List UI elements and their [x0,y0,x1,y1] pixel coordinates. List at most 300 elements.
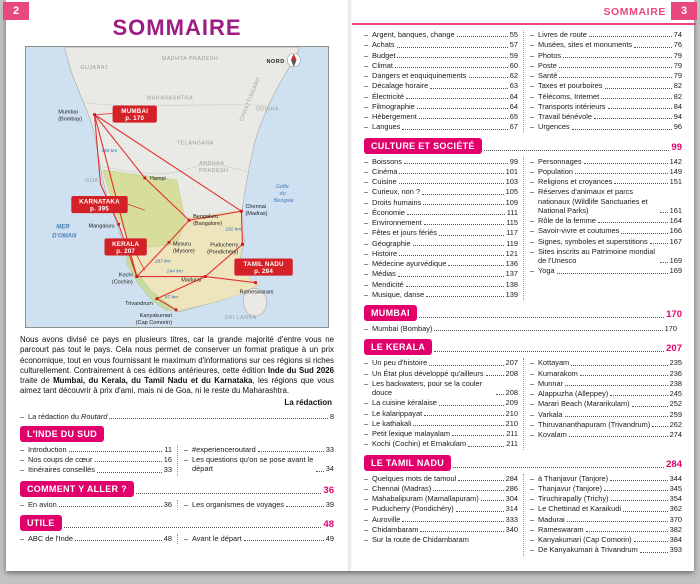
section-header [20,426,334,442]
toc-entry-label: – Langues [372,122,401,132]
city-label-cap-comorin: (Cap Comorin) [135,319,172,326]
toc-entry-label: – Munnar [538,378,564,388]
toc-entry[interactable] [20,455,172,464]
toc-entry-label: – Cinéma [372,166,398,176]
city-label-bangalore: (Bangalore) [193,221,222,228]
toc-entry-label: – Climat [372,60,393,70]
dot-leader [652,426,667,427]
distance-label: 87 km [164,295,179,301]
toc-entry[interactable] [364,157,518,166]
dot-leader [95,461,162,462]
dot-leader [433,490,504,491]
toc-entry[interactable] [364,398,518,407]
map-region-box-kerala[interactable] [105,238,147,255]
toc-entry-page: 49 [325,533,334,543]
toc-entry-page: 79 [673,50,682,60]
toc-entry-label: – Thanjavur (Tanjore) [538,483,603,493]
toc-entry-page: 314 [505,504,518,514]
toc-entry[interactable] [530,122,682,131]
city-label-bengaluru: Bengaluru [193,214,219,221]
toc-entry[interactable] [20,445,172,454]
toc-entry[interactable] [364,112,518,121]
toc-entry[interactable] [530,71,682,80]
toc-entry[interactable] [530,167,682,176]
toc-entry[interactable] [530,494,682,503]
toc-entry[interactable] [530,216,682,225]
dot-leader [258,451,324,452]
toc-entry-page: 384 [669,535,682,544]
toc-entry-page: 382 [669,524,682,534]
toc-column [20,534,177,544]
toc-entry[interactable] [530,420,682,429]
toc-entry-page: 209 [505,398,518,408]
dot-leader [406,98,508,99]
intro-bold-edition: Inde du Sud 2026 [267,365,334,375]
page-2 [6,0,348,571]
toc-entry[interactable] [530,525,682,534]
toc-entry-label: – Histoire [372,248,398,258]
section-page: 207 [666,343,682,355]
toc-entry[interactable] [364,167,518,176]
spread [6,0,694,571]
toc-entry[interactable] [530,358,682,367]
toc-entry-label: – En avion [28,499,57,509]
toc-entry-label: – Yoga [538,266,555,276]
section-title[interactable]: COMMENT Y ALLER ? [20,481,134,497]
toc-entry-label: – Électricité [372,91,405,101]
section-title[interactable]: LE TAMIL NADU [364,455,451,471]
toc-column [523,474,682,556]
toc-entry-page: 238 [669,378,682,388]
distance-label: 355 km [101,148,118,154]
dot-leader [567,521,668,522]
dot-leader [395,67,508,68]
toc-entry-label: – Religions et croyances [538,177,613,186]
toc-entry[interactable] [364,71,518,80]
toc-entry[interactable] [364,409,518,418]
toc-entry[interactable] [364,515,518,524]
state-label-pradesh: PRADESH [199,167,229,174]
toc-entry[interactable] [20,534,172,543]
toc-entry[interactable] [364,239,518,248]
toc-entry-page: 8 [329,411,334,421]
toc-entry[interactable] [364,290,518,299]
toc-entry[interactable] [530,92,682,101]
toc-entry[interactable] [364,504,518,513]
state-label-maharashtra: MAHARASHTRA [146,95,194,102]
toc-entry-label: – Travail bénévole [538,112,592,121]
toc-entry-label: – Taxes et pourboires [538,81,603,91]
toc-entry[interactable] [364,429,518,438]
toc-entry-label: – Budget [372,50,396,60]
toc-entry[interactable] [364,484,518,493]
toc-entry[interactable] [364,249,518,258]
toc-entry[interactable] [364,228,518,237]
dot-leader [109,418,328,419]
section-header [364,138,682,154]
toc-entry-page: 167 [669,236,682,246]
toc-entry-label: – Médecine ayurvédique [372,259,447,268]
section-utile [20,515,334,544]
map-box-title: KERALA [112,240,140,248]
toc-column [364,324,682,334]
toc-entry-page: 252 [669,399,682,409]
toc-entry-label: – Chennai (Madras) [372,483,432,493]
toc-entry-page: 55 [509,30,518,39]
section-page: 170 [666,309,682,320]
state-label-telangana: TELANGANA [177,140,214,147]
toc-entry[interactable] [364,369,518,378]
toc-entry-page: 211 [506,439,518,449]
dot-leader [621,233,667,234]
toc-entry[interactable] [184,500,334,509]
toc-entry-page: 79 [673,71,682,80]
dot-leader [569,436,668,437]
toc-entry-label: – Puducherry (Pondichéry) [372,504,454,514]
dot-leader [660,262,668,263]
dot-leader [434,351,664,352]
utile-continued-lists [364,30,682,133]
toc-entry[interactable] [184,534,334,543]
toc-entry[interactable] [20,500,172,509]
toc-entry-page: 115 [506,218,518,227]
toc-entry-page: 393 [669,545,682,555]
dot-leader [457,36,508,37]
toc-entry-label: – Économie [372,207,405,217]
toc-entry[interactable] [364,379,518,398]
toc-entry[interactable] [20,465,172,474]
signature: La rédaction [284,397,332,407]
dot-leader [608,108,672,109]
toc-entry-label: – Rôle de la femme [538,216,596,225]
toc-entry[interactable] [530,399,682,408]
intro-paragraph [20,335,334,397]
toc-entry[interactable] [530,266,682,275]
toc-entry[interactable] [364,102,518,111]
dot-leader [422,194,504,195]
toc-entry-label: – Kottayam [538,358,570,368]
toc-entry-page: 117 [506,228,518,238]
section-header [20,515,334,531]
toc-entry-page: 16 [163,455,172,465]
toc-entry[interactable] [364,30,518,39]
city-label-mangaluru: Mangaluru [88,223,115,230]
city-label-madras: (Madras) [245,211,268,218]
toc-entry-label: – Thiruvananthapuram (Trivandrum) [538,419,651,429]
toc-column [364,358,523,449]
dot-leader [420,531,503,532]
toc-entry[interactable] [364,494,518,503]
toc-entry[interactable] [364,535,518,544]
toc-entry[interactable] [184,445,334,454]
city-label-cochin: (Cochin) [111,279,133,286]
toc-entry-label: – Savoir-vivre et coutumes [538,226,620,236]
distance-label: 192 km [225,227,242,233]
toc-entry[interactable] [530,247,682,266]
dot-leader [634,541,668,542]
toc-entry-label: – Livres de route [538,30,587,39]
dot-leader [286,506,324,507]
dot-leader [580,375,668,376]
toc-entry-page: 48 [163,533,172,543]
header-rule [352,23,696,25]
section-inde-du-sud [20,426,334,476]
toc-entry-label: – Petit lexique malayalam [372,429,451,438]
toc-entry-page: 169 [669,266,682,276]
dot-leader [398,276,504,277]
toc-column [20,500,177,510]
toc-entry[interactable] [530,30,682,39]
toc-entry-page: 11 [164,444,172,454]
toc-column [177,534,334,544]
toc-entry-label: – Argent, banques, change [372,30,455,39]
dot-leader [458,480,503,481]
toc-entry-page: 169 [669,256,682,265]
toc-entry[interactable] [364,81,518,90]
dot-leader [559,67,672,68]
distance-label: 287 km [154,259,171,265]
dot-leader [575,173,668,174]
toc-entry[interactable] [530,81,682,90]
toc-entry[interactable] [530,157,682,166]
dot-leader [429,365,503,366]
toc-entry-label: – Rameswaram [538,524,584,534]
toc-entry[interactable] [364,218,518,227]
toc-entry-label: – Droits humains [372,197,422,207]
toc-entry-label: – Décalage horaire [372,81,429,91]
toc-entry[interactable] [364,51,518,60]
section-title[interactable]: LE KERALA [364,339,432,355]
toc-entry-page: 164 [669,216,682,225]
section-culture-et-societe [364,138,682,301]
dot-leader [417,108,508,109]
dot-leader [413,425,503,426]
toc-entry[interactable] [530,237,682,246]
toc-entry-label: – à Thanjavur (Tanjore) [538,473,609,483]
toc-entry[interactable] [364,324,677,333]
section-kerala [364,339,682,449]
toc-entry-label: – Mahabalipuram (Mamallapuram) [372,494,479,503]
toc-entry[interactable] [364,358,518,367]
dot-leader [584,163,668,164]
toc-entry[interactable] [364,419,518,428]
toc-entry-page: 101 [505,166,518,176]
toc-entry-page: 151 [669,177,682,186]
running-header-title: SOMMAIRE [603,6,666,18]
section-header [20,481,334,497]
dot-leader [407,214,505,215]
toc-column [523,157,682,301]
toc-entry-page: 62 [509,71,518,80]
map-box-title: MUMBAI [121,108,149,116]
toc-entry[interactable] [530,51,682,60]
section-page: 99 [671,141,682,153]
section-page: 36 [323,484,334,496]
toc-entry-label: – Musées, sites et monuments [538,40,633,50]
toc-entry-label: – Kovalam [538,430,567,439]
toc-entry-page: 99 [509,156,518,166]
toc-entry[interactable] [364,208,518,217]
toc-entry[interactable] [530,430,682,439]
intro-text: traite de [20,376,54,386]
toc-entry-label: – Géographie [372,238,411,248]
dot-leader [601,98,672,99]
toc-entry[interactable] [530,389,682,398]
toc-entry-page: 208 [505,368,518,378]
dot-leader [594,118,672,119]
sea-label-golfe: Golfe [275,184,289,191]
toc-entry[interactable] [530,187,682,215]
sea-label-bengale: Bengale [273,198,294,205]
toc-entry[interactable] [530,369,682,378]
toc-entry-label: – Population [538,166,573,176]
toc-entry[interactable] [364,269,518,278]
dot-leader [424,224,504,225]
toc-column [364,30,523,133]
toc-column [364,157,523,301]
toc-entry[interactable] [364,280,518,289]
toc-entry-page: 245 [669,389,682,398]
toc-entry[interactable] [530,61,682,70]
toc-entry-label: – Un État plus développé qu'ailleurs [372,368,484,378]
map-box-title: KARNATAKA [79,198,120,206]
state-label-odisha: ODISHA [255,106,279,113]
dot-leader [75,540,162,541]
state-label-gujarat: GUJARAT [80,65,109,72]
toc-entry-page: 60 [509,60,518,70]
toc-entry[interactable] [364,122,518,131]
dot-leader [316,471,324,472]
toc-entry[interactable] [364,40,518,49]
toc-entry-label: – Marari Beach (Mararikulam) [538,399,630,409]
dot-leader [557,273,668,274]
section-title[interactable]: L'INDE DU SUD [20,426,104,442]
toc-entry[interactable] [364,259,518,268]
toc-entry-page: 103 [505,177,518,186]
toc-entry-page: 354 [669,494,682,503]
toc-entry-page: 333 [505,514,518,524]
dot-leader [614,183,667,184]
map-region-box-tamil-nadu[interactable] [234,258,292,275]
toc-entry-label: – Poste [538,60,557,70]
india-map [25,46,329,328]
map-box-page: p. 207 [116,247,136,255]
toc-entry[interactable] [364,187,518,196]
toc-entry[interactable] [530,474,682,483]
toc-entry-label: – Musique, danse [372,289,425,299]
toc-entry-label: – Kumarakom [538,368,578,378]
toc-entry-label: – Signes, symboles et superstitions [538,236,648,246]
toc-entry-label: – Les questions qu'on se pose avant le départ [192,455,314,474]
toc-entry-redaction[interactable] [20,412,334,421]
toc-entry-page: 344 [669,473,682,483]
toc-entry[interactable] [364,525,518,534]
dot-leader [419,317,664,318]
toc-entry-label: – Hébergement [372,112,417,121]
toc-entry-label: – Mendicité [372,279,404,289]
toc-entry[interactable] [530,40,682,49]
distance-label: 244 km [166,269,183,275]
dot-leader [565,416,668,417]
toc-entry[interactable] [530,535,682,544]
page-number-left: 2 [3,2,29,20]
city-label-mysore: (Mysore) [172,248,195,255]
compass-label: NORD [266,59,285,66]
dot-leader [586,531,668,532]
toc-entry[interactable] [530,515,682,524]
toc-column [523,30,682,133]
toc-entry-page: 136 [505,259,518,268]
map-region-box-mumbai[interactable] [113,105,157,122]
state-label-sri-lanka: SRI LANKA [224,314,257,321]
toc-entry[interactable] [364,177,518,186]
toc-entry[interactable] [530,102,682,111]
toc-entry[interactable] [184,455,334,474]
dot-leader [484,150,670,151]
toc-entry-label: – Urgences [538,122,570,132]
toc-entry[interactable] [364,198,518,207]
toc-entry-page: 207 [505,358,518,368]
toc-entry-page: 34 [325,464,334,474]
toc-entry-label: – Quelques mots de tamoul [372,473,457,483]
dot-leader [598,222,668,223]
toc-entry-label: – Introduction [28,444,67,454]
toc-entry[interactable] [364,439,518,448]
toc-entry-label: – Le Chettinad et Karaikudi [538,504,621,514]
city-label-kochi: Kochi [118,272,133,279]
section-title[interactable]: CULTURE ET SOCIÉTÉ [364,138,482,154]
section-title[interactable]: MUMBAI [364,305,417,321]
dot-leader [589,36,672,37]
toc-entry[interactable] [530,226,682,235]
city-label-rameswaram: Rameswaram [239,289,274,296]
toc-entry-label: – Achats [372,40,395,50]
city-label-mumbai: Mumbai [58,109,78,116]
dot-leader [413,245,505,246]
map-region-box-karnataka[interactable] [71,196,127,213]
toc-entry[interactable] [364,474,518,483]
toc-entry-page: 138 [505,279,518,289]
toc-entry-label: – #experienceroutard [192,444,256,454]
toc-column [177,445,334,476]
toc-entry-page: 262 [669,419,682,429]
toc-entry[interactable] [530,379,682,388]
toc-entry[interactable] [530,177,682,186]
toc-entry-page: 64 [509,91,518,101]
toc-entry[interactable] [530,504,682,513]
toc-entry[interactable] [364,92,518,101]
toc-entry[interactable] [364,61,518,70]
city-label-puducherry: Puducherry [210,242,239,249]
toc-entry[interactable] [530,410,682,419]
toc-entry-label: – Madurai [538,514,565,524]
city-label-trivandrum: Trivandrum [125,300,153,307]
toc-entry[interactable] [530,545,682,554]
dot-leader [611,500,668,501]
section-title[interactable]: UTILE [20,515,62,531]
map-box-page: p. 284 [254,268,274,276]
toc-entry-label: – Alappuzha (Alleppey) [538,389,609,398]
dot-leader [97,472,162,473]
toc-entry-label: – Un peu d'histoire [372,358,428,368]
toc-entry[interactable] [530,484,682,493]
section-comment-y-aller [20,481,334,510]
city-label-madurai: Madurai [181,277,202,284]
toc-entry[interactable] [530,112,682,121]
toc-entry-page: 345 [669,483,682,493]
dot-leader [448,265,503,266]
dot-leader [496,394,504,395]
